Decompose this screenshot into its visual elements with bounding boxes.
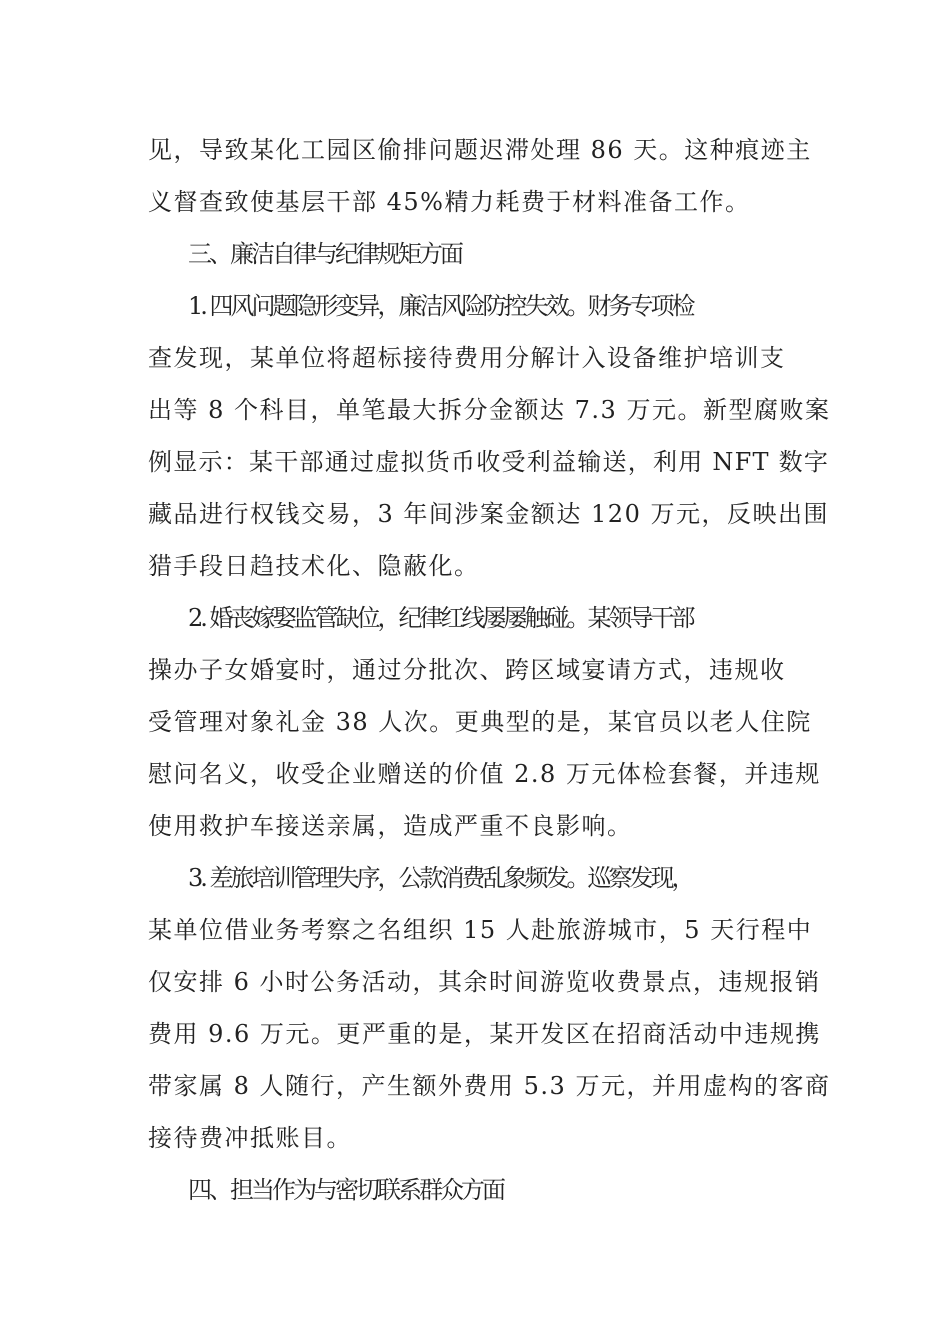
paragraph-line: 义督查致使基层干部 45%精力耗费于材料准备工作。	[148, 188, 751, 216]
paragraph-line: 接待费冲抵账目。	[148, 1124, 352, 1152]
paragraph-line: 费用 9.6 万元。更严重的是，某开发区在招商活动中违规携	[148, 1020, 821, 1048]
section-heading-3: 三、廉洁自律与纪律规矩方面	[188, 240, 461, 268]
paragraph-line: 查发现，某单位将超标接待费用分解计入设备维护培训支	[148, 344, 786, 372]
paragraph-line: 某单位借业务考察之名组织 15 人赴旅游城市，5 天行程中	[148, 916, 813, 944]
paragraph-line: 1. 四风问题隐形变异，廉洁风险防控失效。财务专项检	[188, 292, 693, 320]
paragraph-line: 出等 8 个科目，单笔最大拆分金额达 7.3 万元。新型腐败案	[148, 396, 831, 424]
paragraph-line: 3. 差旅培训管理失序，公款消费乱象频发。巡察发现，	[188, 864, 693, 892]
paragraph-line: 操办子女婚宴时，通过分批次、跨区域宴请方式，违规收	[148, 656, 786, 684]
paragraph-line: 猎手段日趋技术化、隐蔽化。	[148, 552, 480, 580]
paragraph-line: 仅安排 6 小时公务活动，其余时间游览收费景点，违规报销	[148, 968, 821, 996]
paragraph-line: 见，导致某化工园区偷排问题迟滞处理 86 天。这种痕迹主	[148, 136, 812, 164]
paragraph-line: 例显示：某干部通过虚拟货币收受利益输送，利用 NFT 数字	[148, 448, 830, 476]
paragraph-line: 2. 婚丧嫁娶监管缺位，纪律红线屡屡触碰。某领导干部	[188, 604, 693, 632]
paragraph-line: 藏品进行权钱交易，3 年间涉案金额达 120 万元，反映出围	[148, 500, 829, 528]
paragraph-line: 使用救护车接送亲属，造成严重不良影响。	[148, 812, 633, 840]
section-heading-4: 四、担当作为与密切联系群众方面	[188, 1176, 503, 1204]
paragraph-line: 慰问名义，收受企业赠送的价值 2.8 万元体检套餐，并违规	[148, 760, 821, 788]
paragraph-line: 带家属 8 人随行，产生额外费用 5.3 万元，并用虚构的客商	[148, 1072, 831, 1100]
paragraph-line: 受管理对象礼金 38 人次。更典型的是，某官员以老人住院	[148, 708, 812, 736]
